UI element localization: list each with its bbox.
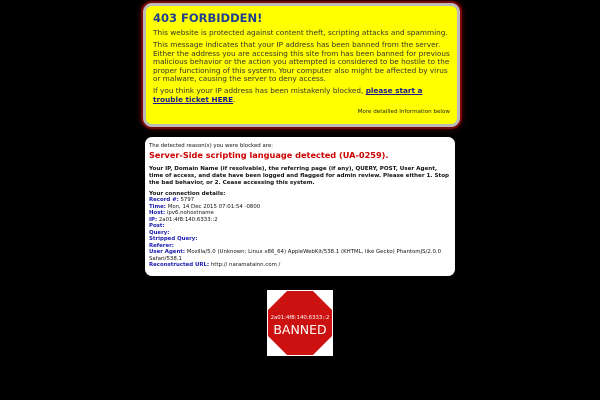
banned-sign [267,290,333,356]
detail-row-referer: Referer: [149,242,174,249]
detail-row-post: Post: [149,223,165,230]
connection-details-title: Your connection details: [149,191,226,198]
trouble-ticket-link[interactable]: please start a trouble ticket HERE [153,86,423,104]
protection-notice: This website is protected against content theft, scripting attacks and spamming. [153,28,448,37]
ban-explanation: This message indicates that your IP address has been banned from the server. Either the address you are accessing this site from has been banned for previous malicious behavior or the action you attempted is considered to be hostile to the proper functioning of this system. Your computer also might be affected by virus or malware, causing the server to deny access. [153,40,450,84]
more-info-note: More detailled Information below [357,109,450,116]
block-details-box [145,137,455,276]
detail-row-reconstructed-url: Reconstructed URL: http:// naramatainn.com / [149,262,281,269]
detail-row-stripped-query: Stripped Query: [149,236,198,243]
forbidden-title: 403 FORBIDDEN! [153,11,263,25]
block-reason: Server-Side scripting language detected (UA-0259). [149,150,389,161]
detail-row-time: Time: Mon, 14 Dec 2015 07:01:54 -0800 [149,203,261,210]
forbidden-warning-box [143,3,460,127]
detail-row-ip: IP: 2a01:4f8:140:6333::2 [149,216,218,223]
connection-details-list [149,197,451,269]
detail-row-host: Host: ipv6.nohostname [149,210,214,217]
stop-octagon-icon [268,291,332,355]
banned-label: BANNED [273,322,327,337]
reason-intro: The detected reason(s) you were blocked are: [149,143,273,149]
detail-row-record: Record #: 5797 [149,197,195,204]
trouble-ticket-text: If you think your IP address has been mistakenly blocked, please start a trouble ticket HERE. [153,86,423,104]
detail-row-query: Query: [149,229,170,236]
banned-ip-text: 2a01:4f8:140:6333::2 [270,315,330,321]
logging-notice: Your IP, Domain Name (if resolvable), the referring page (if any), QUERY, POST, User Agent, time of access, and date have been logged and flagged for admin review. Please either 1. Stop the bad behavior, or 2. Cease accessing this system. [149,166,450,186]
detail-row-user-agent: User Agent: Mozilla/5.0 (Unknown; Linux x86_64) AppleWebKit/538.1 (KHTML, like Gecko) PhantomJS/2.0.0 Safari/538.1 [149,249,442,262]
